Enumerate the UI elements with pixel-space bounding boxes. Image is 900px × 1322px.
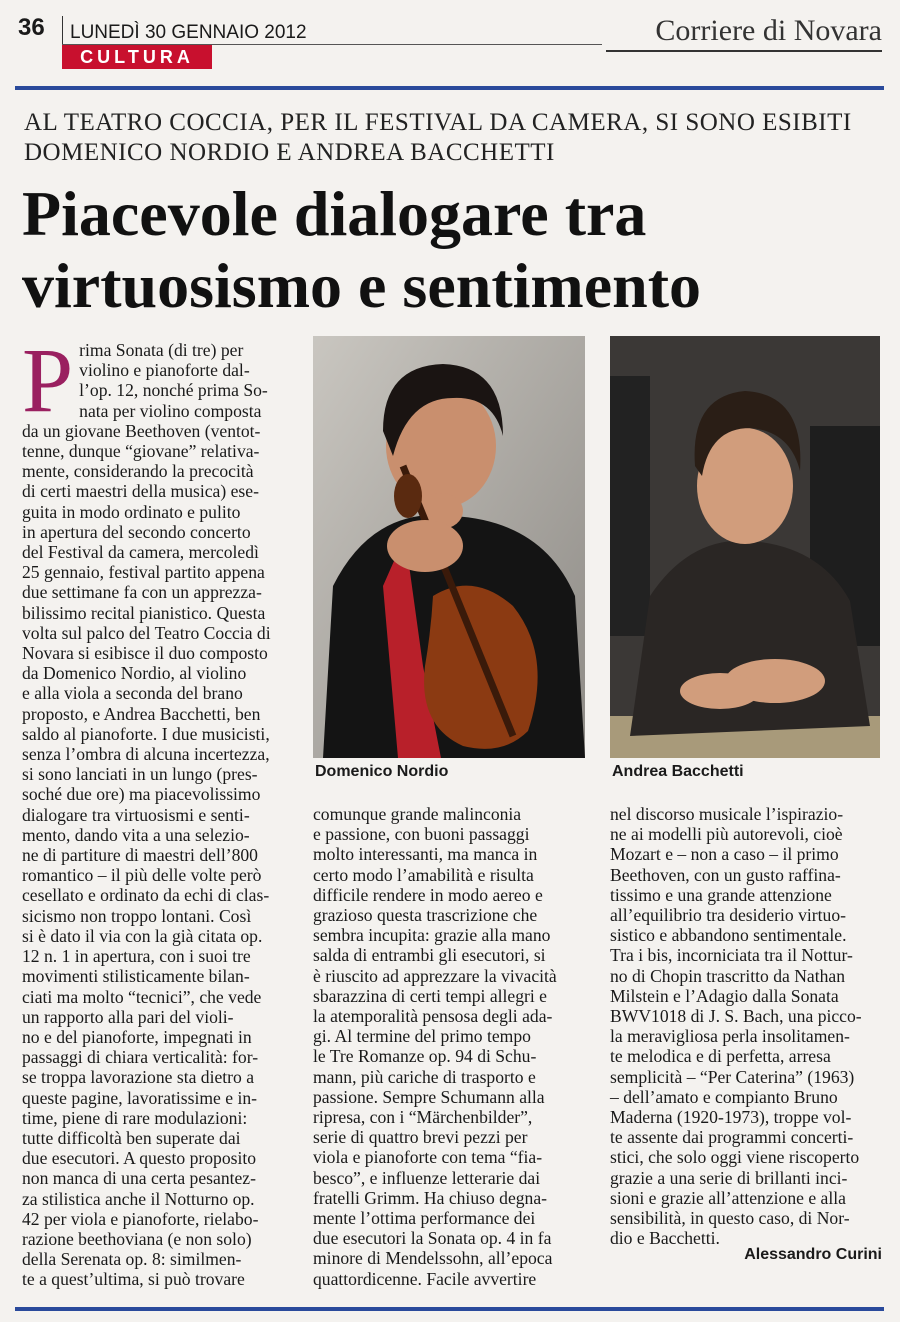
article-column-2: comunque grande malinconia e passione, con buoni passaggi molto interessanti, ma manca in certo modo l’amabilità e risulta difficile rendere in modo aereo e grazioso questa trascrizione che sembra incupita: grazie alla mano salda di entrambi gli esecutori, si è riuscito ad apprezzare la vivacità sbarazzina di certi tempi allegri e la atemporalità pensosa degli ada- gi. Al termine del primo tempo le Tre Romanze op. 94 di Schu- mann, più cariche di trasporto e passione. Sempre Schumann alla ripresa, con i “Märchenbilder”, serie di quattro brevi pezzi per viola e pianoforte con tema “fia- besco”, e influenze letterarie dai fratelli Grimm. Ha chiuso degna- mente l’ottima performance dei due esecutori la Sonata op. 4 in fa minore di Mendelssohn, all’epoca quattordicenne. Facile avvertire (313, 804, 557, 1289)
headline-line-2: virtuosismo e sentimento (22, 250, 702, 321)
article-author: Alessandro Curini (744, 1246, 882, 1263)
violinist-illustration (313, 336, 585, 758)
top-blue-rule (15, 86, 884, 90)
bottom-blue-rule (15, 1307, 884, 1311)
photo-andrea-bacchetti (610, 336, 880, 758)
section-label: CULTURA (62, 45, 212, 69)
issue-date: LUNEDÌ 30 GENNAIO 2012 (70, 22, 307, 43)
article-headline (22, 178, 892, 322)
article-column-1 (22, 329, 289, 1290)
pianist-illustration (610, 336, 880, 758)
caption-left: Domenico Nordio (315, 763, 449, 780)
caption-right: Andrea Bacchetti (612, 763, 744, 780)
article-kicker: AL TEATRO COCCIA, PER IL FESTIVAL DA CAMERA, SI SONO ESIBITI DOMENICO NORDIO E ANDREA BACCHETTI (24, 109, 852, 166)
page-number: 36 (18, 14, 45, 41)
photo-domenico-nordio (313, 336, 585, 758)
newspaper-rule (606, 50, 882, 52)
newspaper-name: Corriere di Novara (655, 14, 882, 47)
column-1-text: rima Sonata (di tre) per violino e pianoforte dal- l’op. 12, nonché prima So- nata per violino composta da un giovane Beethoven (ventot- tenne, dunque “giovane” relativa- mente, considerando la precocità di certi maestri della musica) ese- guita in modo ordinato e pulito in apertura del secondo concerto del Festival da camera, mercoledì 25 gennaio, festival partito appena due settimane fa con un apprezza- bilissimo recital pianistico. Questa volta sul palco del Teatro Coccia di Novara si esibisce il duo composto da Domenico Nordio, al violino e alla viola a seconda del brano proposto, e Andrea Bacchetti, ben saldo al pianoforte. I due musicisti, senza l’ombra di alcuna incertezza, si sono lanciati in un lungo (pres- soché due ore) ma piacevolissimo dialogare tra virtuosismi e senti- mento, dando vita a una selezio- ne di partiture di maestri dell’800 romantico – il più delle volte però cesellato e ordinato da echi di clas- sicismo non troppo lontani. Così si è dato il via con la già citata op. 12 n. 1 in apertura, con i suoi tre movimenti stilisticamente bilan- ciati ma molto “tecnici”, che vede un rapporto alla pari del violi- no e del pianoforte, impegnati in passaggi di chiara verticalità: for- se troppa lavorazione sta dietro a queste pagine, lavoratissime e in- time, piene di rare modulazioni: tutte difficoltà ben superate dai due esecutori. A questo proposito non manca di una certa pesantez- za stilistica anche il Notturno op. 42 per viola e pianoforte, rielabo- razione beethoviana (e non solo) della Serenata op. 8: similmen- te a quest’ultima, si può trovare (22, 340, 271, 1290)
article-column-3: nel discorso musicale l’ispirazio- ne ai modelli più autorevoli, cioè Mozart e – non a caso – il primo Beethoven, con un gusto raffina- tissimo e una grande attenzione all’equilibrio tra desiderio virtuo- sistico e abbandono sentimentale. Tra i bis, incorniciata tra il Nottur- no di Chopin trascritto da Nathan Milstein e l’Adagio dalla Sonata BWV1018 di J. S. Bach, una picco- la meravigliosa perla insolitamen- te melodica e di perfetta, arresa semplicità – “Per Caterina” (1963) – dell’amato e compianto Bruno Maderna (1920-1973), troppe vol- te assente dai programmi concerti- stici, che solo oggi viene riscoperto grazie a una serie di brillanti inci- sioni e grazie all’attenzione e alla sensibilità, in questo caso, di Nor- dio e Bacchetti. (610, 804, 862, 1249)
headline-line-1: Piacevole dialogare tra (22, 178, 647, 249)
drop-cap: P (22, 329, 74, 431)
